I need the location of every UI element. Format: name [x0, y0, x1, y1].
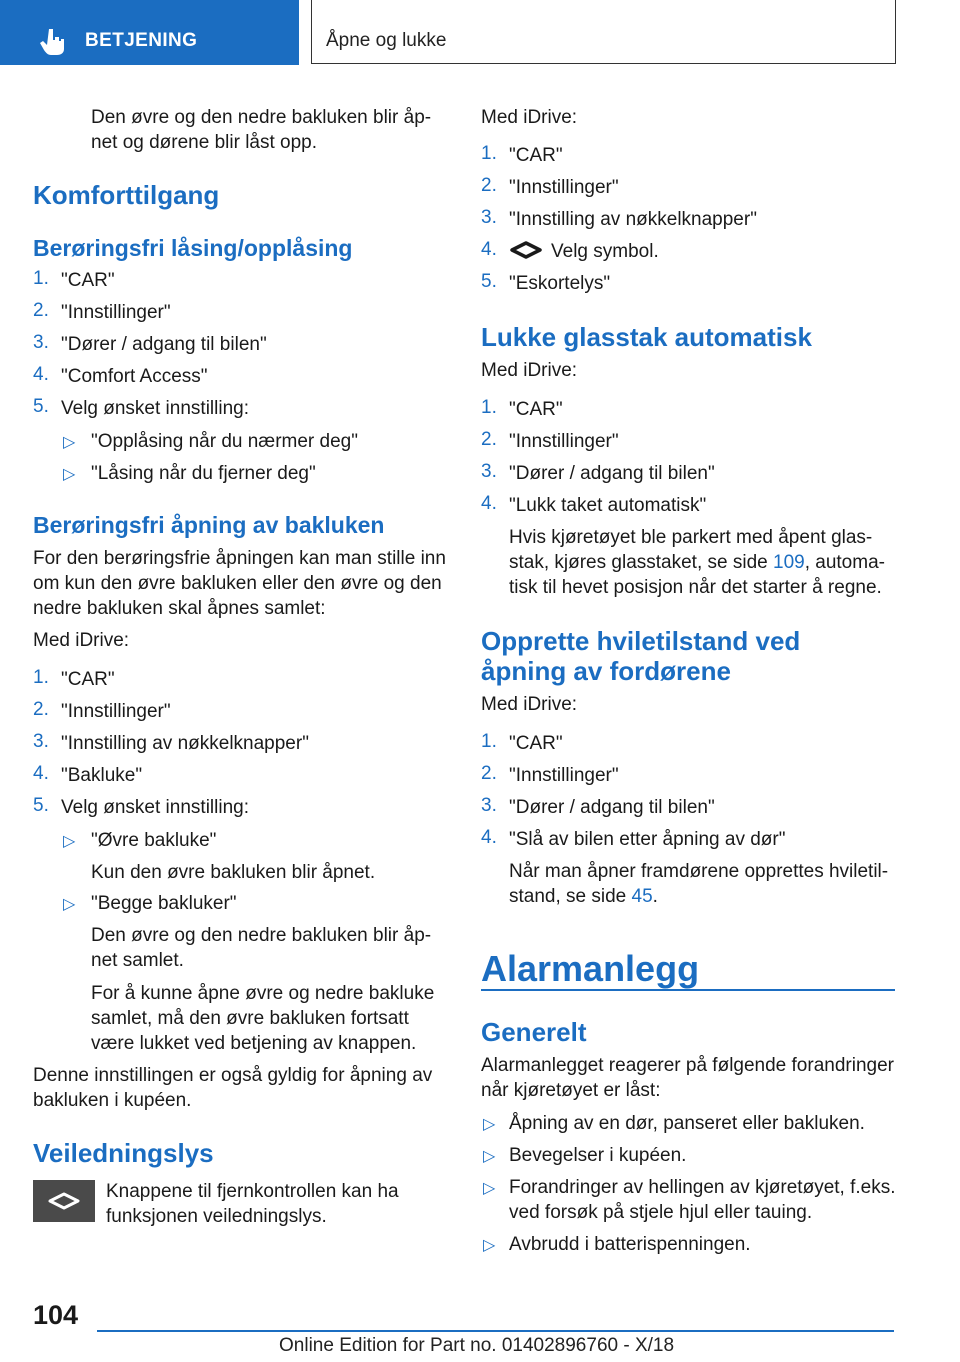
triangle-bullet-icon: ▷	[483, 1116, 496, 1133]
page-link[interactable]: 45	[631, 886, 653, 907]
list-number: 3.	[481, 207, 497, 228]
veiled-text-1: Knappene til fjernkontrollen kan ha	[106, 1181, 399, 1202]
list-number: 5.	[481, 271, 497, 292]
hand-pointer-icon	[38, 27, 68, 57]
list-number: 2.	[481, 175, 497, 196]
triangle-bullet-icon: ▷	[483, 1148, 496, 1165]
glasstak-desc-1: Hvis kjøretøyet ble parkert med åpent glas-	[509, 527, 873, 548]
list-number: 5.	[33, 396, 49, 417]
sub-item-desc: Kun den øvre bakluken blir åpnet.	[91, 862, 376, 883]
glasstak-desc-2: stak, kjøres glasstaket, se side 109, automa-	[509, 552, 885, 573]
list-number: 3.	[33, 332, 49, 353]
triangle-bullet-icon: ▷	[63, 466, 76, 483]
gyldig-line-2: bakluken i kupéen.	[33, 1090, 192, 1111]
veiled-heading: Veiledningslys	[33, 1138, 214, 1168]
sub-item-desc: net samlet.	[91, 950, 184, 971]
list-item: "Comfort Access"	[61, 366, 208, 387]
list-item: "Dører / adgang til bilen"	[61, 334, 267, 355]
apning-heading: Berøringsfri åpning av bakluken	[33, 512, 385, 538]
med-idrive-label: Med iDrive:	[33, 630, 130, 651]
list-number: 4.	[481, 493, 497, 514]
generelt-line-1: Alarmanlegget reagerer på følgende forandringer	[481, 1055, 894, 1076]
list-item: "Lukk taket automatisk"	[509, 495, 707, 516]
triangle-bullet-icon: ▷	[483, 1237, 496, 1254]
list-item: Velg ønsket innstilling:	[61, 797, 249, 818]
triangle-bullet-icon: ▷	[63, 896, 76, 913]
gyldig-line-1: Denne innstillingen er også gyldig for åpning av	[33, 1065, 433, 1086]
sub-item-note: være lukket ved betjening av knappen.	[91, 1033, 417, 1054]
list-number: 5.	[33, 795, 49, 816]
list-item: "Innstillinger"	[61, 701, 171, 722]
list-number: 4.	[481, 239, 497, 260]
bullet-item: Bevegelser i kupéen.	[509, 1145, 687, 1166]
komfort-heading: Komforttilgang	[33, 180, 220, 210]
hvile-heading-2: åpning av fordørene	[481, 656, 731, 686]
list-item: "Dører / adgang til bilen"	[509, 463, 715, 484]
bullet-item: Åpning av en dør, panseret eller bakluken.	[509, 1113, 865, 1134]
navigation-diamond-icon	[509, 240, 543, 260]
med-idrive-label: Med iDrive:	[481, 694, 578, 715]
hvile-heading-1: Opprette hviletilstand ved	[481, 626, 801, 656]
chapter-header	[311, 0, 896, 64]
navigation-diamond-icon	[33, 1180, 95, 1222]
list-item: "Bakluke"	[61, 765, 143, 786]
bullet-item-cont: ved forsøk på stjele hjul eller tauing.	[509, 1202, 813, 1223]
list-number: 4.	[33, 763, 49, 784]
sub-item: "Øvre bakluke"	[91, 830, 217, 851]
sub-item: "Begge bakluker"	[91, 893, 237, 914]
triangle-bullet-icon: ▷	[63, 833, 76, 850]
list-item: "Innstillinger"	[61, 302, 171, 323]
list-number: 1.	[33, 268, 49, 289]
list-number: 2.	[481, 429, 497, 450]
list-number: 3.	[33, 731, 49, 752]
glasstak-desc-3: tisk til hevet posisjon når det starter å regne.	[509, 577, 882, 598]
list-item: Velg symbol.	[551, 241, 659, 262]
sub-item-note: For å kunne åpne øvre og nedre bakluke	[91, 983, 435, 1004]
bullet-item: Forandringer av hellingen av kjøretøyet, f.eks.	[509, 1177, 896, 1198]
list-item: "Innstillinger"	[509, 177, 619, 198]
list-number: 1.	[481, 731, 497, 752]
sub-item: "Opplåsing når du nærmer deg"	[91, 431, 358, 452]
list-number: 2.	[33, 699, 49, 720]
list-number: 4.	[481, 827, 497, 848]
list-number: 1.	[481, 143, 497, 164]
bullet-item: Avbrudd i batterispenningen.	[509, 1234, 751, 1255]
glasstak-heading: Lukke glasstak automatisk	[481, 322, 812, 352]
list-item: "Innstillinger"	[509, 431, 619, 452]
intro-line-1: Den øvre og den nedre bakluken blir åp-	[91, 107, 432, 128]
list-item: "CAR"	[509, 145, 563, 166]
apning-line-3: nedre bakluken skal åpnes samlet:	[33, 598, 326, 619]
list-item: "CAR"	[61, 270, 115, 291]
sub-item: "Låsing når du fjerner deg"	[91, 463, 316, 484]
intro-line-2: net og dørene blir låst opp.	[91, 132, 318, 153]
section-tab[interactable]	[0, 0, 299, 65]
footer-rule	[97, 1330, 894, 1332]
generelt-heading: Generelt	[481, 1017, 587, 1047]
list-item: "Innstilling av nøkkelknapper"	[509, 209, 757, 230]
list-number: 1.	[481, 397, 497, 418]
list-number: 2.	[481, 763, 497, 784]
list-number: 4.	[33, 364, 49, 385]
generelt-line-2: når kjøretøyet er låst:	[481, 1080, 661, 1101]
veiled-text-2: funksjonen veiledningslys.	[106, 1206, 327, 1227]
sub-item-note: samlet, må den øvre bakluken fortsatt	[91, 1008, 409, 1029]
section-tab-label: BETJENING	[85, 30, 198, 51]
list-item: "Innstillinger"	[509, 765, 619, 786]
list-item: "Slå av bilen etter åpning av dør"	[509, 829, 786, 850]
hvile-desc-1: Når man åpner framdørene opprettes hviletil-	[509, 861, 889, 882]
list-item: "CAR"	[509, 733, 563, 754]
list-item: "CAR"	[509, 399, 563, 420]
med-idrive-label: Med iDrive:	[481, 360, 578, 381]
alarm-heading: Alarmanlegg	[481, 948, 700, 989]
list-item: "Eskortelys"	[509, 273, 611, 294]
chapter-title: Åpne og lukke	[326, 30, 447, 51]
triangle-bullet-icon: ▷	[63, 434, 76, 451]
list-item: "Dører / adgang til bilen"	[509, 797, 715, 818]
beroringsfri-heading: Berøringsfri låsing/opplåsing	[33, 235, 353, 261]
sub-item-desc: Den øvre og den nedre bakluken blir åp-	[91, 925, 432, 946]
list-number: 1.	[33, 667, 49, 688]
hvile-desc-2: stand, se side 45.	[509, 886, 658, 907]
remote-key-button-icon	[33, 1180, 95, 1222]
heading-rule	[481, 989, 895, 991]
edition-text: Online Edition for Part no. 01402896760 - X/18	[279, 1335, 675, 1356]
apning-line-1: For den berøringsfrie åpningen kan man stille inn	[33, 548, 446, 569]
list-number: 3.	[481, 461, 497, 482]
list-number: 2.	[33, 300, 49, 321]
list-item: "CAR"	[61, 669, 115, 690]
list-item: Velg ønsket innstilling:	[61, 398, 249, 419]
apning-line-2: om kun den øvre bakluken eller den øvre og den	[33, 573, 442, 594]
med-idrive-label: Med iDrive:	[481, 107, 578, 128]
list-number: 3.	[481, 795, 497, 816]
list-item: "Innstilling av nøkkelknapper"	[61, 733, 309, 754]
triangle-bullet-icon: ▷	[483, 1180, 496, 1197]
page-number: 104	[33, 1300, 79, 1330]
page-link[interactable]: 109	[773, 552, 805, 573]
